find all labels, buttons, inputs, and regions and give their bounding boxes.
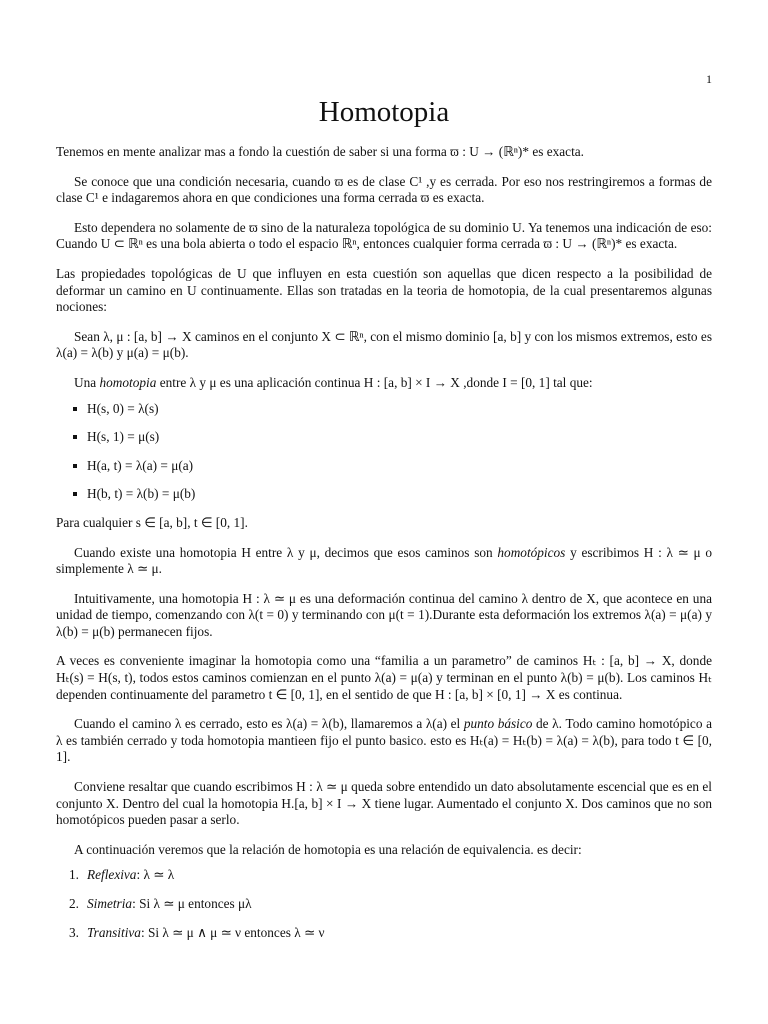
paragraph-topological-properties: Las propiedades topológicas de U que influyen en esta cuestión son aquellas que dicen respecto a la posibilidad de deformar un camino en U continuamente. Ellas son tratadas en la teoria de homotopia, de la cual presentaremos algunas nociones: — [56, 265, 712, 315]
list-item — [56, 458, 712, 475]
bullet-icon — [73, 464, 77, 468]
property-name: Transitiva — [87, 924, 141, 940]
text-span: Una — [74, 374, 100, 390]
paragraph-equivalence: A continuación veremos que la relación de homotopia es una relación de equivalencia. es decir: — [74, 841, 582, 857]
list-item — [56, 401, 712, 418]
text-span: y escribimos H : λ ≃ μ o simplemente λ ≃ μ. — [56, 544, 712, 577]
paragraph-remark: Conviene resaltar que cuando escribimos H : λ ≃ μ queda sobre entendido un dato absolutamente escencial que es en el conjunto X. Dentro del cual la homotopia H.[a, b] × I → X tiene lugar. Aumentado el conjunto X. Dos caminos que no son homotópicos pueden pasar a serlo. — [56, 779, 712, 828]
emphasis-term: punto básico — [463, 716, 533, 732]
list-item — [56, 925, 712, 942]
property-name: Simetria — [87, 896, 133, 911]
list-item-text: H(a, t) = λ(a) = μ(a) — [87, 457, 194, 473]
bullet-icon — [73, 492, 77, 496]
property-name: Reflexiva — [87, 867, 137, 883]
bullet-icon — [73, 407, 77, 411]
list-item — [56, 429, 712, 446]
equivalence-properties-list — [56, 867, 712, 941]
list-item-text: H(s, 1) = μ(s) — [87, 429, 160, 445]
paragraph-homotopic-paths — [56, 545, 712, 578]
property-text: : Si λ ≃ μ ∧ μ ≃ ν entonces λ ≃ ν — [140, 924, 325, 940]
emphasis-term: homotópicos — [497, 544, 566, 560]
document-body — [56, 144, 712, 953]
property-text: : λ ≃ λ — [136, 867, 175, 883]
list-item-number: 1. — [69, 867, 79, 883]
list-item — [56, 867, 712, 884]
text-span: entre λ y μ es una aplicación continua H : [a, b] × I → X ,donde I = [0, 1] tal que: — [156, 374, 593, 390]
text-span: Cuando el camino λ es cerrado, esto es λ(a) = λ(b), llamaremos a λ(a) el — [74, 716, 464, 732]
bullet-icon — [73, 435, 77, 439]
list-item — [56, 896, 712, 913]
text-span: de λ. Todo camino homotópico a λ es también cerrado y toda homotopia mantieen fijo el punto basico. esto es Hₜ(a) = Hₜ(b) = λ(a) = λ(b), para todo t ∈ [0, 1]. — [56, 716, 712, 765]
paragraph-intro: Tenemos en mente analizar mas a fondo la cuestión de saber si una forma ϖ : U → (ℝⁿ)* es exacta. — [56, 144, 584, 159]
paragraph-for-any: Para cualquier s ∈ [a, b], t ∈ [0, 1]. — [56, 514, 248, 530]
paragraph-necessary-condition: Se conoce que una condición necesaria, cuando ϖ es de clase C¹ ,y es cerrada. Por eso nos restringiremos a formas de clase C¹ e indagaremos ahora en que condiciones una forma cerrada ϖ es exacta. — [56, 173, 712, 206]
text-span: Cuando existe una homotopia H entre λ y μ, decimos que esos caminos son — [74, 544, 498, 560]
paragraph-topological-nature: Esto dependera no solamente de ϖ sino de la naturaleza topológica de su dominio U. Ya tenemos una indicación de eso: Cuando U ⊂ ℝⁿ es una bola abierta o todo el espacio ℝⁿ, entonces cualquier forma cerrada ϖ : U → (ℝⁿ)* es exacta. — [56, 219, 712, 252]
list-item — [56, 486, 712, 503]
property-text: : Si λ ≃ μ entonces μλ — [132, 896, 252, 911]
list-item-number: 3. — [69, 924, 79, 940]
page-number: 1 — [706, 72, 712, 86]
emphasis-term: homotopia — [99, 374, 157, 390]
paragraph-paths-definition: Sean λ, μ : [a, b] → X caminos en el conjunto X ⊂ ℝⁿ, con el mismo dominio [a, b] y con los mismos extremos, esto es λ(a) = λ(b) y μ(a) = μ(b). — [56, 328, 712, 361]
list-item-text: H(b, t) = λ(b) = μ(b) — [87, 486, 196, 502]
paragraph-intuition: Intuitivamente, una homotopia H : λ ≃ μ es una deformación continua del camino λ dentro de X, que acontece en una unidad de tiempo, comenzando con λ(t = 0) y terminando con μ(t = 1).Durante esta deformación los extremos λ(a) = μ(a) y λ(b) = μ(b) permanecen fijos. — [56, 590, 712, 639]
page-title: Homotopia — [318, 96, 450, 128]
paragraph-parameter-family: A veces es conveniente imaginar la homotopia como una “familia a un parametro” de caminos Hₜ : [a, b] → X, donde Hₜ(s) = H(s, t), todos estos caminos comienzan en el punto λ(a) = μ(a) y terminan en el punto λ(b) = μ(b). Los caminos Hₜ dependen continuamente del parametro t ∈ [0, 1], en el sentido de que H : [a, b] × [0, 1] → X es continua. — [56, 653, 712, 702]
list-item-number: 2. — [69, 896, 79, 911]
homotopy-conditions-list — [56, 401, 712, 503]
paragraph-homotopy-definition — [56, 375, 712, 392]
paragraph-closed-path — [56, 716, 712, 766]
list-item-text: H(s, 0) = λ(s) — [87, 400, 159, 416]
